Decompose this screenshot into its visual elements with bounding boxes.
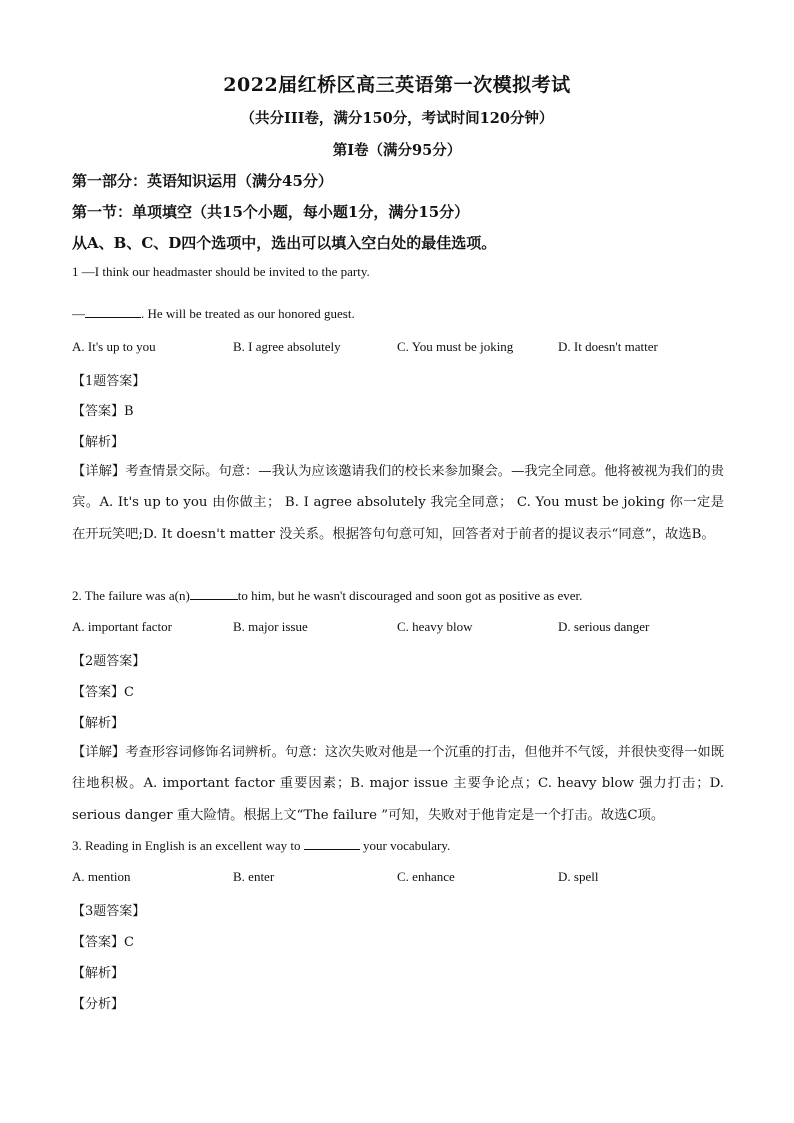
question-2-analysis-label: 【解析】 [72, 716, 125, 731]
question-1-option-b: B. I agree absolutely [233, 339, 341, 354]
question-1-option-a: A. It's up to you [72, 339, 156, 354]
response-dash: — [72, 306, 85, 321]
question-3-answer-tag: 【3题答案】 [72, 904, 146, 919]
question-1-stem: 1 —I think our headmaster should be invited to the party. [72, 264, 370, 279]
stem-prefix: 3. Reading in English is an excellent way to [72, 838, 301, 853]
question-2-option-d: D. serious danger [558, 619, 650, 634]
question-2-detail: 【详解】考查形容词修饰名词辨析。句意：这次失败对他是一个沉重的打击，但他并不气馁，并很快变得一如既往地积极。A. important factor 重要因素；B. major issue 主要争论点；C. heavy blow 强力打击；D. serious danger 重大险情。根据上文“The failure ”可知，失败对于他肯定是一个打击。故选C项。 [72, 745, 724, 823]
answer-blank [304, 838, 360, 850]
exam-subtitle: （共分III卷，满分150分，考试时间120分钟） [240, 110, 554, 127]
question-3-stem [72, 838, 450, 854]
instruction-text: 从A、B、C、D四个选项中，选出可以填入空白处的最佳选项。 [72, 234, 497, 252]
question-1-answer-tag: 【1题答案】 [72, 374, 146, 389]
question-1-answer: 【答案】B [72, 404, 134, 419]
question-2-option-c: C. heavy blow [397, 619, 473, 634]
question-3-option-a: A. mention [72, 869, 131, 884]
question-2-option-a: A. important factor [72, 619, 172, 634]
response-text: . He will be treated as our honored guest. [141, 306, 355, 321]
question-3-option-c: C. enhance [397, 869, 455, 884]
question-2-answer: 【答案】C [72, 685, 134, 700]
stem-suffix: your vocabulary. [359, 838, 451, 853]
page-title: 2022届红桥区高三英语第一次模拟考试 [223, 74, 571, 96]
part-heading: 第一部分：英语知识运用（满分45分） [72, 172, 333, 190]
question-1-response [72, 306, 355, 322]
question-3-analysis-label: 【解析】 [72, 966, 125, 981]
answer-blank [190, 588, 238, 600]
question-3-option-d: D. spell [558, 869, 599, 884]
question-1-option-c: C. You must be joking [397, 339, 514, 354]
question-1-option-d: D. It doesn't matter [558, 339, 658, 354]
question-1-detail: 【详解】考查情景交际。句意：—我认为应该邀请我们的校长来参加聚会。—我完全同意。他将被视为我们的贵宾。A. It's up to you 由你做主； B. I agree absolutely 我完全同意； C. You must be joking 你一定是在开玩笑吧;D. It doesn't matter 没关系。根据答句句意可知，回答者对于前者的提议表示“同意”，故选B。 [72, 464, 724, 542]
question-3-option-b: B. enter [233, 869, 275, 884]
question-2-answer-tag: 【2题答案】 [72, 654, 146, 669]
volume-heading: 第I卷（满分95分） [332, 142, 462, 159]
question-2-option-b: B. major issue [233, 619, 308, 634]
section-heading: 第一节：单项填空（共15个小题，每小题1分，满分15分） [72, 203, 470, 221]
answer-blank [85, 306, 141, 318]
question-3-answer: 【答案】C [72, 935, 134, 950]
question-1-analysis-label: 【解析】 [72, 435, 125, 450]
stem-prefix: 2. The failure was a(n) [72, 588, 190, 603]
question-2-stem [72, 588, 582, 604]
question-3-fenxi-label: 【分析】 [72, 997, 125, 1012]
stem-suffix: to him, but he wasn't discouraged and soon got as positive as ever. [237, 588, 583, 603]
